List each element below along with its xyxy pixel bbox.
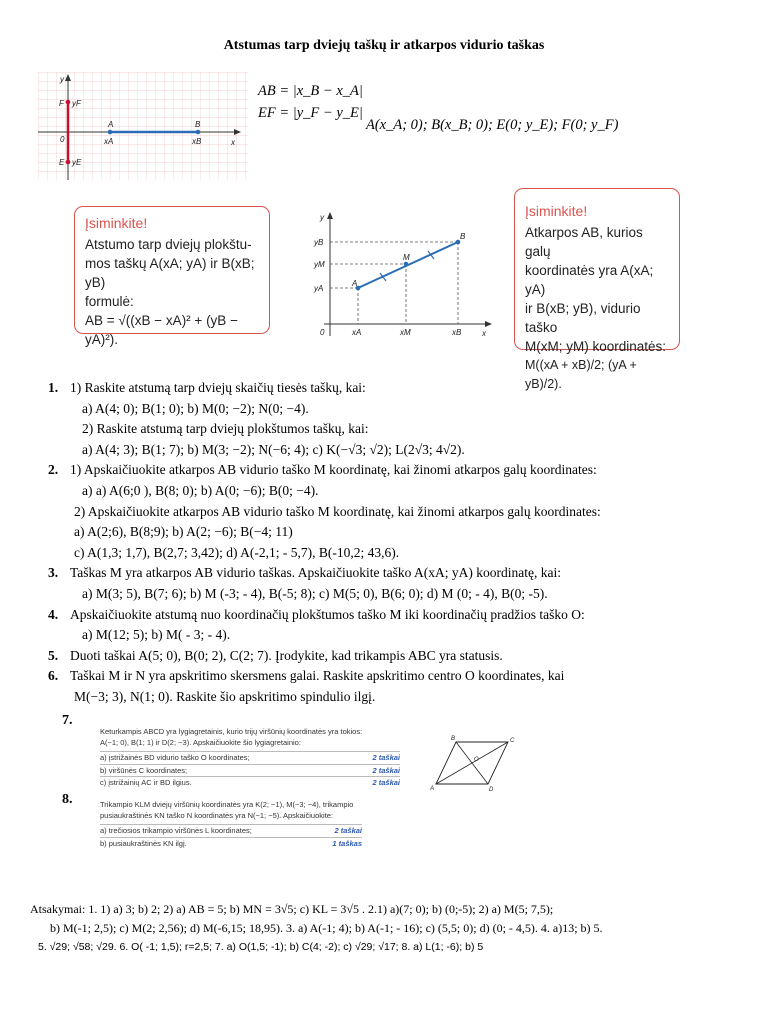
label-ye: yE	[72, 158, 82, 167]
task-points: 2 taškai	[372, 753, 400, 762]
point-b	[196, 130, 201, 135]
label-xa: xA	[352, 328, 362, 337]
problem-number: 4.	[48, 606, 59, 622]
vertex-b: B	[451, 736, 456, 742]
label-b: B	[460, 232, 466, 241]
label-m: M	[403, 253, 410, 262]
label-xb: xB	[452, 328, 462, 337]
box-line: formulė:	[85, 294, 134, 309]
axis-label-x: x	[482, 329, 486, 338]
box-line: M(xM; yM) koordinatės:	[525, 339, 667, 354]
problem-text: 1) Raskite atstumą tarp dviejų skaičių tiesės taškų, kai:	[70, 380, 366, 395]
task-line: A(−1; 0), B(1; 1) ir D(2; −3). Apskaičiuokite šio lygiagretainio:	[100, 737, 301, 747]
box-line: ir B(xB; yB), vidurio taško	[525, 301, 641, 335]
problem-text: 2) Raskite atstumą tarp dviejų plokštumos taškų, kai:	[82, 421, 369, 437]
vertex-c: C	[510, 738, 515, 744]
problem-6	[48, 666, 748, 687]
points-definition: A(x_A; 0); B(x_B; 0); E(0; y_E); F(0; y_F)	[366, 117, 619, 133]
point-e	[66, 160, 71, 165]
problems-list	[48, 378, 748, 708]
problem-text: 2) Apskaičiuokite atkarpos AB vidurio taško M koordinatę, kai žinomi atkarpos galų koordinates:	[74, 503, 601, 519]
point-m	[404, 262, 409, 267]
answers-line: b) M(-1; 2,5); c) M(2; 2,56); d) M(-6,15; 18,95). 3. a) A(-1; 4); b) A(-1; - 16); c) (5,5; 0); d) (0; - 4,5). 4. a)13; b) 5.	[50, 921, 603, 935]
label-f: F	[59, 99, 64, 108]
task-points: 2 taškai	[334, 826, 362, 835]
graph-axis-distance	[38, 72, 248, 180]
task7-block	[100, 727, 400, 789]
vertex-a: A	[430, 786, 435, 792]
distance-formulas	[258, 80, 363, 124]
label-xb: xB	[192, 137, 202, 146]
problem-number: 3.	[48, 565, 59, 581]
problem-number: 6.	[48, 668, 59, 684]
box-line: Atkarpos AB, kurios galų	[525, 225, 643, 259]
problem-text: a) M(3; 5), B(7; 6); b) M (-3; - 4), B(-5; 8); c) M(5; 0), B(6; 0); d) M (0; - 4), B(0; -5).	[82, 585, 548, 601]
task-points: 2 taškai	[372, 765, 400, 775]
point-f	[66, 100, 71, 105]
label-ya: yA	[314, 284, 324, 293]
box-formula: M((xA + xB)/2; (yA + yB)/2).	[525, 358, 637, 391]
task-item: b) viršūnės C koordinates;	[100, 765, 188, 775]
problem-number: 1.	[48, 380, 59, 395]
label-yb: yB	[314, 238, 324, 247]
label-a: A	[352, 279, 358, 288]
remember-heading: Įsiminkite!	[525, 203, 588, 219]
task-points: 1 taškas	[332, 838, 362, 848]
label-b: B	[195, 120, 201, 129]
box-line: koordinatės yra A(xA; yA)	[525, 263, 654, 297]
label-xm: xM	[400, 328, 411, 337]
origin-label: 0	[320, 328, 325, 337]
problem-text: a) M(12; 5); b) M( - 3; - 4).	[82, 627, 231, 643]
problem-text: a) A(4; 0); B(1; 0); b) M(0; −2); N(0; −4).	[82, 400, 309, 416]
task-points: 2 taškai	[372, 778, 400, 787]
problem-text: 1) Apskaičiuokite atkarpos AB vidurio taško M koordinatę, kai žinomi atkarpos galų koordinates:	[70, 462, 597, 478]
formula-ab: AB = |x_B − x_A|	[258, 83, 363, 99]
task-item: a) įstrižainės BD vidurio taško O koordinates;	[100, 753, 250, 762]
problem-3	[48, 563, 748, 584]
problem-text: c) A(1,3; 1,7), B(2,7; 3,42); d) A(-2,1; - 5,7), B(-10,2; 43,6).	[74, 544, 400, 560]
center-o: O	[474, 757, 479, 763]
problem-number: 5.	[48, 647, 59, 663]
task8-block	[100, 800, 362, 849]
label-a: A	[108, 120, 114, 129]
problem-text: a) A(4; 3); B(1; 7); b) M(3; −2); N(−6; 4); c) K(−√3; √2); L(2√3; 4√2).	[82, 441, 465, 457]
task-item: b) pusiaukraštinės KN ilgį.	[100, 838, 187, 848]
box-line: Atstumo tarp dviejų plokštu-	[85, 237, 252, 252]
problem-text: a) A(2;6), B(8;9); b) A(2; −6); B(−4; 11)	[74, 524, 293, 540]
problem-4	[48, 605, 748, 626]
label-e: E	[59, 158, 65, 167]
problem-number: 2.	[48, 462, 59, 478]
problem-text: Duoti taškai A(5; 0), B(0; 2), C(2; 7). Įrodykite, kad trikampis ABC yra statusis.	[70, 647, 503, 663]
vertex-d: D	[489, 787, 494, 793]
task-line: pusiaukraštinės KN taško N koordinatės yra N(−1; −5). Apskaičiuokite:	[100, 810, 334, 820]
problem-text: M(−3; 3), N(1; 0). Raskite šio apskritimo spindulio ilgį.	[74, 688, 376, 704]
remember-heading: Įsiminkite!	[85, 215, 148, 231]
answers-line: 5. √29; √58; √29. 6. O( -1; 1,5); r=2,5; 7. a) O(1,5; -1); b) C(4; -2); c) √29; √17; 8. a) L(1; -6); b) 5	[38, 941, 484, 953]
task-line: Trikampio KLM dviejų viršūnių koordinatės yra K(2; −1), M(−3; −4), trikampio	[100, 800, 354, 809]
problem-text: a) a) A(6;0 ), B(8; 0); b) A(0; −6); B(0; −4).	[82, 482, 319, 498]
axis-label-x: x	[231, 138, 235, 147]
box-formula: AB = √((xB − xA)² + (yB − yA)²).	[85, 313, 238, 347]
task-item: c) įstrižainių AC ir BD ilgius.	[100, 778, 192, 787]
problem-2	[48, 460, 748, 481]
axis-label-y: y	[320, 213, 324, 222]
parallelogram-figure	[424, 734, 524, 794]
task-item: a) trečiosios trikampio viršūnės L koordinates;	[100, 826, 252, 835]
answers-line: Atsakymai: 1. 1) a) 3; b) 2; 2) a) AB = 5; b) MN = 3√5; c) KL = 3√5 . 2.1) a)(7; 0); b) (0;-5); 2) a) M(5; 7,5);	[30, 902, 554, 916]
remember-box-midpoint	[514, 188, 680, 391]
problem-number-7: 7.	[62, 713, 73, 728]
problem-text: Taškai M ir N yra apskritimo skersmens galai. Raskite apskritimo centro O koordinates, kai	[70, 668, 565, 684]
formula-ef: EF = |y_F − y_E|	[258, 105, 363, 121]
task-line: Keturkampis ABCD yra lygiagretainis, kurio trijų viršūnių koordinatės yra tokios:	[100, 727, 363, 736]
graph-midpoint	[308, 208, 498, 340]
label-yf: yF	[72, 99, 81, 108]
label-xa: xA	[104, 137, 114, 146]
problem-5	[48, 646, 748, 667]
problem-text: Apskaičiuokite atstumą nuo koordinačių plokštumos taško M iki koordinačių pradžios taško O:	[70, 606, 585, 622]
problem-1	[48, 378, 748, 399]
point-a	[108, 130, 113, 135]
answers-section	[30, 900, 750, 957]
label-ym: yM	[314, 260, 325, 269]
remember-box-distance	[74, 206, 270, 347]
problem-number-8: 8.	[62, 792, 73, 807]
origin-label: 0	[60, 135, 65, 144]
page-title: Atstumas tarp dviejų taškų ir atkarpos vidurio taškas	[223, 38, 545, 53]
axis-label-y: y	[60, 75, 64, 84]
problem-text: Taškas M yra atkarpos AB vidurio taškas. Apskaičiuokite taško A(xA; yA) koordinatę, kai:	[70, 565, 561, 581]
box-line: mos taškų A(xA; yA) ir B(xB; yB)	[85, 256, 255, 290]
